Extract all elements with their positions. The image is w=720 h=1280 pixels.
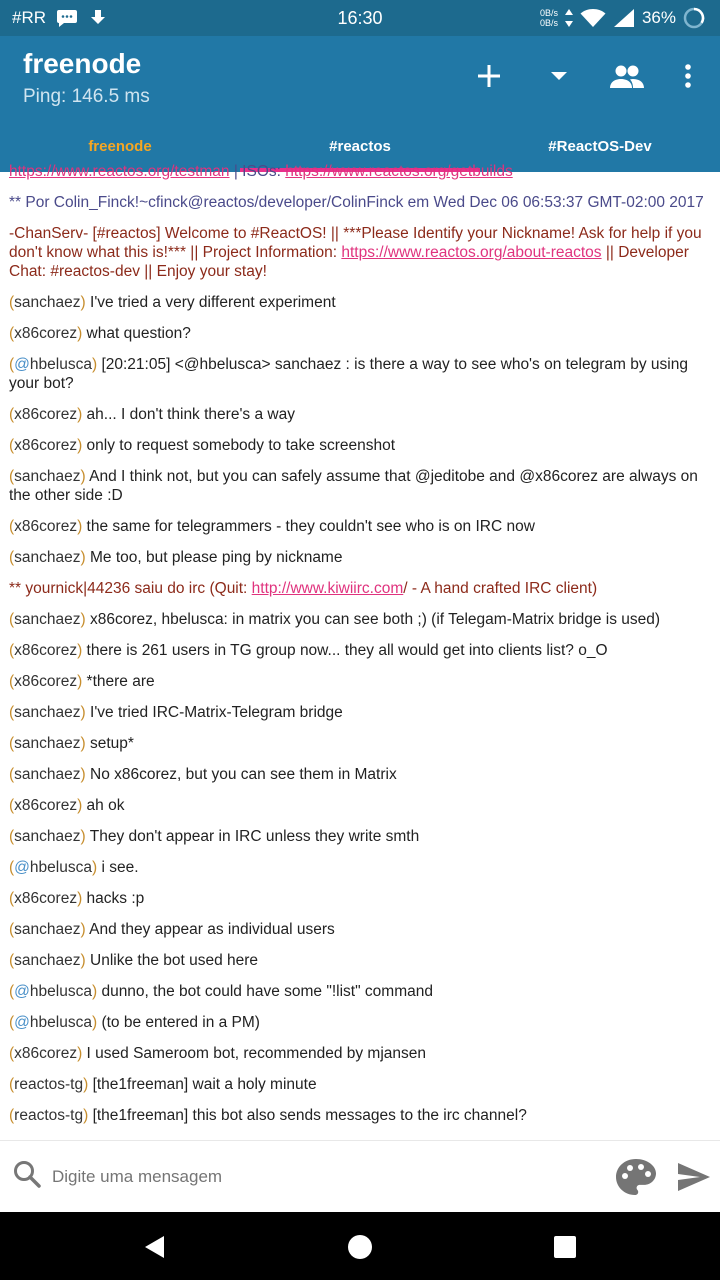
message-text: setup* <box>85 735 134 752</box>
nick-name: x86corez <box>14 890 78 907</box>
message-nick[interactable]: (x86corez) <box>9 406 83 423</box>
add-icon <box>476 63 502 89</box>
message-nick[interactable]: (@hbelusca) <box>9 859 98 876</box>
chat-message <box>0 1044 720 1063</box>
message-nick[interactable]: (x86corez) <box>9 890 83 907</box>
message-nick[interactable]: (@hbelusca) <box>9 983 98 1000</box>
tab-label: #reactos <box>329 138 391 155</box>
message-text: [the1freeman] wait a holy minute <box>88 1076 317 1093</box>
message-text: Me too, but please ping by nickname <box>85 549 343 566</box>
message-link[interactable]: http://www.kiwiirc.com <box>251 580 404 597</box>
op-prefix: @ <box>14 356 30 373</box>
chat-message <box>0 641 720 660</box>
dropdown-icon <box>550 71 568 81</box>
message-nick[interactable]: (sanchaez) <box>9 704 86 721</box>
nick-name: sanchaez <box>14 828 81 845</box>
chat-message <box>0 293 720 312</box>
net-up-label: 0B/s <box>539 8 558 18</box>
ping-label: Ping: 146.5 ms <box>23 86 150 107</box>
more-options-button[interactable] <box>664 56 712 96</box>
chat-message <box>0 467 720 505</box>
nick-name: x86corez <box>14 642 78 659</box>
recents-icon[interactable] <box>550 1232 580 1262</box>
message-nick[interactable]: (x86corez) <box>9 642 83 659</box>
add-button[interactable] <box>465 56 513 96</box>
clock: 16:30 <box>337 8 383 28</box>
net-speed <box>540 8 558 28</box>
message-text: [20:21:05] <@hbelusca> sanchaez : is there a way to see who's on telegram by using your bot? <box>9 356 688 392</box>
nick-name: x86corez <box>14 437 78 454</box>
message-text: Unlike the bot used here <box>85 952 259 969</box>
chat-message <box>0 796 720 815</box>
search-icon[interactable] <box>12 1159 42 1189</box>
message-text: -ChanServ- [#reactos] Welcome to #ReactOS! || ***Please Identify your Nickname! Ask for help if you don't know what this is!*** || Project Information: <box>9 225 702 261</box>
more-vert-icon <box>684 63 692 89</box>
chat-message <box>0 1013 720 1032</box>
chat-message <box>0 193 720 212</box>
nick-name: sanchaez <box>14 952 81 969</box>
wifi-icon <box>580 8 606 28</box>
message-text: there is 261 users in TG group now... they all would get into clients list? o_O <box>82 642 608 659</box>
message-link[interactable]: https://www.reactos.org/testman <box>9 163 230 180</box>
status-bar <box>0 0 720 36</box>
message-nick[interactable]: (sanchaez) <box>9 952 86 969</box>
nick-name: reactos-tg <box>14 1076 84 1093</box>
message-nick[interactable]: (sanchaez) <box>9 921 86 938</box>
nick-name: x86corez <box>14 1045 78 1062</box>
battery-label: 36% <box>641 8 676 27</box>
message-text: ** Por Colin_Finck!~cfinck@reactos/developer/ColinFinck em Wed Dec 06 06:53:37 GMT-02:00 2017 <box>9 194 704 211</box>
message-nick[interactable]: (x86corez) <box>9 673 83 690</box>
nick-name: hbelusca <box>29 983 92 1000</box>
message-text: [the1freeman] this bot also sends messages to the irc channel? <box>88 1107 527 1124</box>
nick-name: x86corez <box>14 518 78 535</box>
chat-message <box>0 920 720 939</box>
chat-message <box>0 610 720 629</box>
message-text: ah... I don't think there's a way <box>82 406 295 423</box>
tab-label: freenode <box>88 138 152 155</box>
message-text: | ISOs: <box>229 163 286 180</box>
message-text: ah ok <box>82 797 125 814</box>
send-icon[interactable] <box>676 1161 712 1193</box>
message-nick[interactable]: (reactos-tg) <box>9 1107 89 1124</box>
message-text: x86corez, hbelusca: in matrix you can see both ;) (if Telegam-Matrix bridge is used) <box>85 611 661 628</box>
chat-message <box>0 889 720 908</box>
op-prefix: @ <box>14 983 30 1000</box>
message-text: And I think not, but you can safely assume that @jeditobe and @x86corez are always on the other side :D <box>9 468 698 504</box>
message-nick[interactable]: (sanchaez) <box>9 468 86 485</box>
chat-message <box>0 703 720 722</box>
nick-name: sanchaez <box>14 611 81 628</box>
message-text: *there are <box>82 673 155 690</box>
message-text: || Developer Chat: #reactos-dev || Enjoy your stay! <box>9 244 689 280</box>
chat-message <box>0 1106 720 1125</box>
chat-message <box>0 517 720 536</box>
chat-message <box>0 579 720 598</box>
chat-messages <box>0 162 720 1137</box>
chat-message <box>0 224 720 281</box>
message-text: ** yournick|44236 saiu do irc (Quit: <box>9 580 252 597</box>
chat-message <box>0 405 720 424</box>
nick-name: x86corez <box>14 673 78 690</box>
chat-message <box>0 982 720 1001</box>
nick-name: hbelusca <box>29 859 92 876</box>
message-nick[interactable]: (sanchaez) <box>9 735 86 752</box>
system-nav-bar <box>0 1212 720 1280</box>
home-icon[interactable] <box>345 1232 375 1262</box>
message-text: dunno, the bot could have some "!list" command <box>97 983 433 1000</box>
message-text: only to request somebody to take screenshot <box>82 437 396 454</box>
chat-log[interactable] <box>0 163 720 1140</box>
message-nick[interactable]: (x86corez) <box>9 518 83 535</box>
message-nick[interactable]: (x86corez) <box>9 797 83 814</box>
message-link[interactable]: https://www.reactos.org/about-reactos <box>341 244 602 261</box>
message-text: what question? <box>82 325 191 342</box>
message-text: I've tried a very different experiment <box>85 294 336 311</box>
message-nick[interactable]: (reactos-tg) <box>9 1076 89 1093</box>
nick-name: x86corez <box>14 325 78 342</box>
nick-name: sanchaez <box>14 766 81 783</box>
message-text: And they appear as individual users <box>85 921 335 938</box>
message-link[interactable]: https://www.reactos.org/getbuilds <box>285 163 513 180</box>
message-nick[interactable]: (x86corez) <box>9 325 83 342</box>
message-nick[interactable]: (@hbelusca) <box>9 1014 98 1031</box>
tab-label: #ReactOS-Dev <box>548 138 652 155</box>
message-nick[interactable]: (sanchaez) <box>9 828 86 845</box>
cell-signal-icon <box>612 8 636 28</box>
chat-message <box>0 355 720 393</box>
message-nick[interactable]: (x86corez) <box>9 437 83 454</box>
chat-message <box>0 1075 720 1094</box>
chat-message <box>0 436 720 455</box>
message-input[interactable] <box>52 1159 592 1195</box>
chat-message <box>0 827 720 846</box>
palette-icon[interactable] <box>614 1157 658 1197</box>
message-text: They don't appear in IRC unless they write smth <box>85 828 420 845</box>
nick-name: sanchaez <box>14 735 81 752</box>
chat-message <box>0 162 720 181</box>
nick-name: sanchaez <box>14 704 81 721</box>
people-icon <box>610 64 644 88</box>
message-text: hacks :p <box>82 890 145 907</box>
status-right <box>540 0 706 36</box>
nick-name: hbelusca <box>29 1014 92 1031</box>
nick-name: x86corez <box>14 406 78 423</box>
message-input-bar <box>0 1140 720 1212</box>
channel-dropdown-button[interactable] <box>535 56 583 96</box>
app-bar <box>0 36 720 172</box>
chat-message <box>0 765 720 784</box>
nick-name: sanchaez <box>14 468 81 485</box>
message-text: i see. <box>97 859 139 876</box>
message-text: (to be entered in a PM) <box>97 1014 260 1031</box>
message-text: I used Sameroom bot, recommended by mjansen <box>82 1045 427 1062</box>
nick-name: sanchaez <box>14 921 81 938</box>
message-nick[interactable]: (@hbelusca) <box>9 356 98 373</box>
nick-name: hbelusca <box>29 356 92 373</box>
nick-name: sanchaez <box>14 294 81 311</box>
chat-message <box>0 324 720 343</box>
message-nick[interactable]: (sanchaez) <box>9 611 86 628</box>
battery-icon <box>682 6 706 30</box>
message-text: the same for telegrammers - they couldn't see who is on IRC now <box>82 518 535 535</box>
op-prefix: @ <box>14 1014 30 1031</box>
message-nick[interactable]: (sanchaez) <box>9 294 86 311</box>
net-down-label: 0B/s <box>539 18 558 28</box>
chat-message <box>0 951 720 970</box>
chat-message <box>0 548 720 567</box>
chat-message <box>0 734 720 753</box>
users-button[interactable] <box>603 56 651 96</box>
message-text: I've tried IRC-Matrix-Telegram bridge <box>85 704 343 721</box>
back-icon[interactable] <box>140 1232 170 1262</box>
message-text: / - A hand crafted IRC client) <box>403 580 598 597</box>
chat-message <box>0 858 720 877</box>
nick-name: sanchaez <box>14 549 81 566</box>
app-title: freenode <box>23 48 142 79</box>
nick-name: x86corez <box>14 797 78 814</box>
message-nick[interactable]: (x86corez) <box>9 1045 83 1062</box>
carrier-label: #RR <box>12 8 47 27</box>
chat-message <box>0 672 720 691</box>
op-prefix: @ <box>14 859 30 876</box>
message-nick[interactable]: (sanchaez) <box>9 766 86 783</box>
message-nick[interactable]: (sanchaez) <box>9 549 86 566</box>
data-arrows-icon <box>564 8 574 28</box>
message-text: No x86corez, but you can see them in Matrix <box>85 766 397 783</box>
nick-name: reactos-tg <box>14 1107 84 1124</box>
